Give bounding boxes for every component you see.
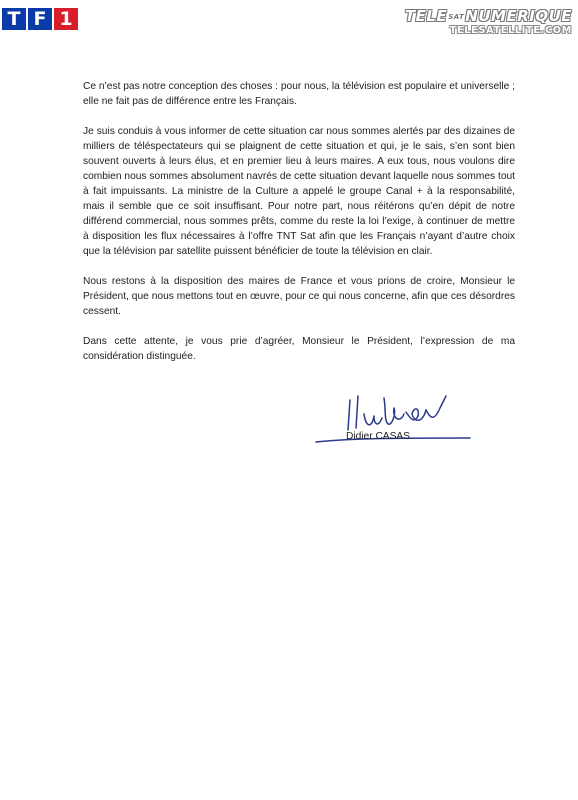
watermark-title: [405, 8, 572, 25]
watermark-sat: SAT: [448, 12, 465, 21]
paragraph-disposition: Nous restons à la disposition des maires de France et vous prions de croire, Monsieur le Président, que nous mettons tout en œuvre, pour ce qui nous concerne, afin que ces désordres cessent.: [83, 276, 515, 317]
letter-body: [83, 79, 515, 379]
tf1-logo: [2, 8, 78, 30]
logo-letter-1: 1: [54, 8, 78, 30]
logo-letter-t: T: [2, 8, 26, 30]
watermark-numerique: NUMERIQUE: [465, 7, 572, 25]
paragraph-closing: Dans cette attente, je vous prie d’agréer, Monsieur le Président, l’expression de ma considération distinguée.: [83, 336, 515, 362]
paragraph-situation: Je suis conduis à vous informer de cette situation car nous sommes alertés par des dizaines de milliers de téléspectateurs qui se plaignent de cette situation et qui, je le sais, s’en sont bien souvent ouverts à leurs élus, et en premier lieu à leurs maires. A eux tous, nous voulons dire combien nous sommes absolument navrés de cette situation devant laquelle nous sommes tout à fait impuissants. La ministre de la Culture a appelé le groupe Canal + à la responsabilité, mais il semble que ce soit insuffisant. Pour notre part, nous réitérons qu’en dépit de notre différend commercial, nous sommes prêts, comme du reste la loi l’exige, à continuer de mettre à disposition les flux nécessaires à l’offre TNT Sat afin que les Français n’ayant d’autre choix que la télévision par satellite puissent bénéficier de toute la télévision en clair.: [83, 126, 515, 257]
watermark-tele: TELE: [404, 7, 448, 25]
signer-name: Didier CASAS: [346, 431, 410, 442]
logo-letter-f: F: [28, 8, 52, 30]
watermark-url: TELESATELLITE.COM: [449, 24, 572, 36]
telesatellite-watermark: [405, 8, 572, 37]
paragraph-conception: Ce n’est pas notre conception des choses : pour nous, la télévision est populaire et universelle ; elle ne fait pas de différence entre les Français.: [83, 81, 515, 107]
